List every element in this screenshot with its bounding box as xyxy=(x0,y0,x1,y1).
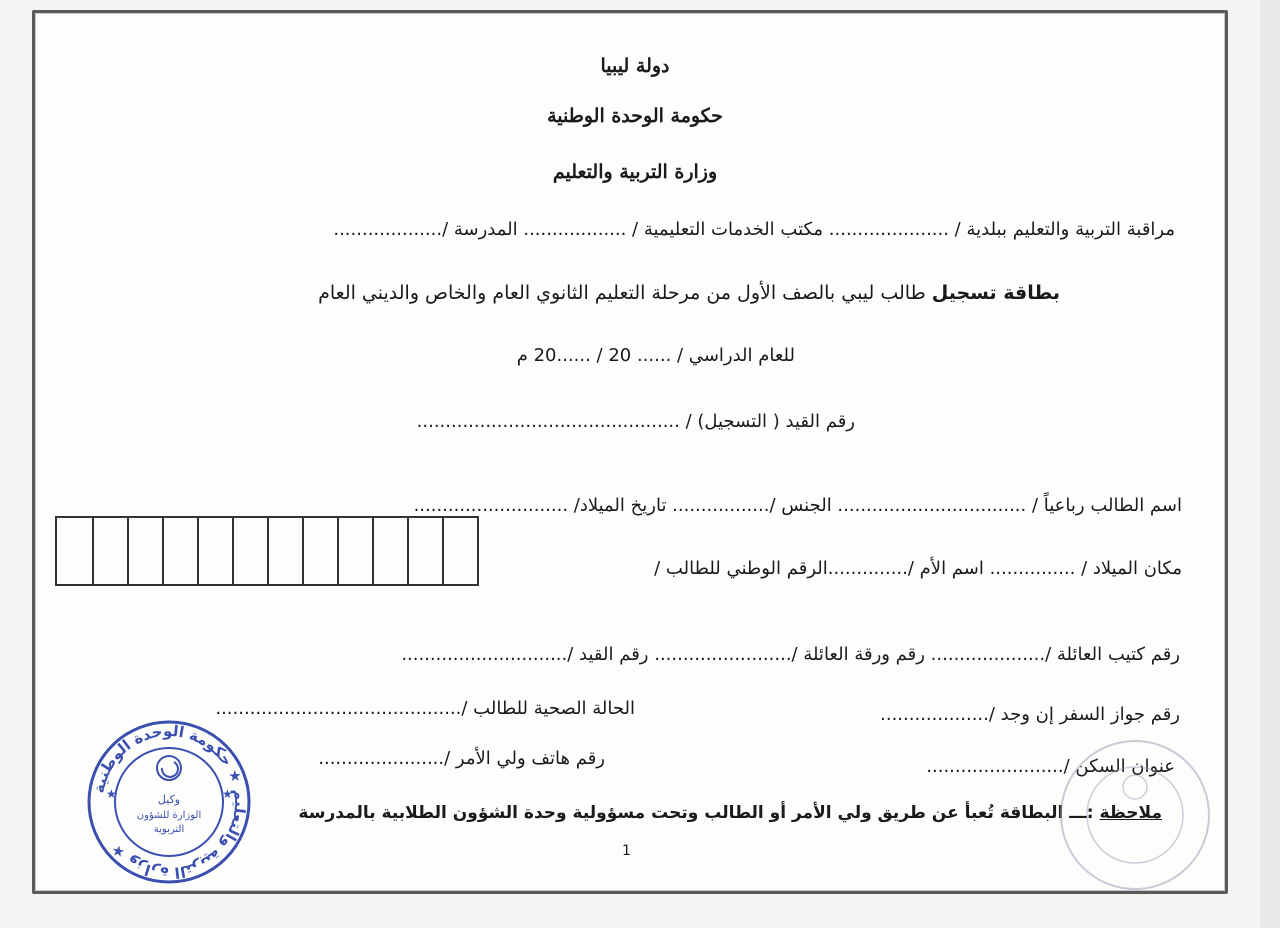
svg-text:وزارة التربية والتعليم ★ حكومة: وزارة التربية والتعليم ★ حكومة الوحدة الوطنية ★ xyxy=(89,721,250,883)
field-row-birthplace-mother-nid: مكان الميلاد / ............... اسم الأم /..............الرقم الوطني للطالب / xyxy=(654,558,1182,579)
ministry-stamp xyxy=(84,718,254,886)
svg-text:★: ★ xyxy=(106,787,117,801)
note-label: ملاحظة xyxy=(1099,803,1162,823)
field-guardian-phone: رقم هاتف ولي الأمر /...................... xyxy=(318,748,605,769)
header-government: حكومة الوحدة الوطنية xyxy=(547,105,723,127)
nid-cell[interactable] xyxy=(232,518,267,584)
nid-cell[interactable] xyxy=(442,518,477,584)
field-address: عنوان السكن /........................ xyxy=(926,756,1175,777)
registration-number: رقم القيد ( التسجيل) / .............................................. xyxy=(416,411,855,432)
nid-cell[interactable] xyxy=(407,518,442,584)
field-row-name-gender-dob: اسم الطالب رباعياً / ................................. الجنس /................. تاريخ الميلاد/ ........................... xyxy=(413,495,1182,516)
field-passport: رقم جواز السفر إن وجد /................... xyxy=(880,704,1180,725)
card-title-rest: طالب ليبي بالصف الأول من مرحلة التعليم الثانوي العام والخاص والديني العام xyxy=(318,282,932,304)
nid-cell[interactable] xyxy=(57,518,92,584)
nid-cell[interactable] xyxy=(337,518,372,584)
academic-year: للعام الدراسي / ...... 20 / ......20 م xyxy=(516,345,795,366)
national-id-grid[interactable] xyxy=(55,516,479,586)
office-line: مراقبة التربية والتعليم ببلدية / ..................... مكتب الخدمات التعليمية / .................. المدرسة /................... xyxy=(333,219,1175,240)
field-health-status: الحالة الصحية للطالب /........................................... xyxy=(215,698,635,719)
card-title-bold: بطاقة تسجيل xyxy=(931,282,1060,304)
nid-cell[interactable] xyxy=(372,518,407,584)
nid-cell[interactable] xyxy=(302,518,337,584)
nid-cell[interactable] xyxy=(162,518,197,584)
field-row-family-book: رقم كتيب العائلة /.................... رقم ورقة العائلة /........................ رقم القيد /............................. xyxy=(401,644,1180,665)
nid-cell[interactable] xyxy=(127,518,162,584)
header-country: دولة ليبيا xyxy=(600,55,670,77)
nid-cell[interactable] xyxy=(92,518,127,584)
footer-note xyxy=(298,803,1162,823)
nid-cell[interactable] xyxy=(267,518,302,584)
page-number: 1 xyxy=(622,843,631,859)
card-title xyxy=(318,281,1060,305)
note-text: :ـــ البطاقة تُعبأ عن طريق ولي الأمر أو الطالب وتحت مسؤولية وحدة الشؤون الطلابية بالمدرسة xyxy=(298,803,1100,823)
faint-stamp xyxy=(1050,735,1220,895)
svg-text:★: ★ xyxy=(222,787,233,801)
header-ministry: وزارة التربية والتعليم xyxy=(552,161,718,183)
svg-text:الوزارة للشؤون: الوزارة للشؤون xyxy=(136,810,202,821)
svg-text:وكيل: وكيل xyxy=(157,793,181,806)
svg-text:التربوية: التربوية xyxy=(153,824,185,835)
nid-cell[interactable] xyxy=(197,518,232,584)
